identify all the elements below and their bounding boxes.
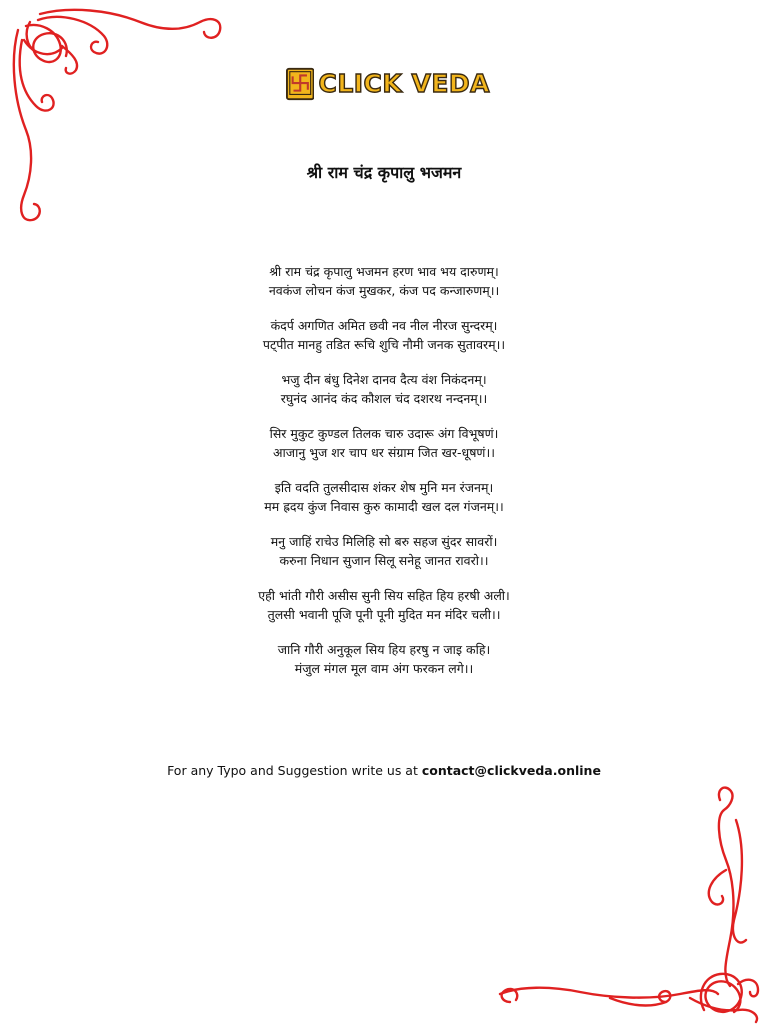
stanza [0, 640, 768, 678]
verse-line: इति वदति तुलसीदास शंकर शेष मुनि मन रंजनम्। [274, 480, 494, 495]
swastik-book-icon [286, 67, 314, 101]
verse-line: पट्पीत मानहु तडित रूचि शुचि नौमी जनक सुतावरम्।। [262, 337, 506, 352]
page-title: श्री राम चंद्र कृपालु भजमन [306, 163, 462, 182]
ornament-top-left [0, 0, 230, 240]
stanza [0, 262, 768, 300]
stanza [0, 478, 768, 516]
ornament-bottom-right [490, 780, 768, 1024]
verse-line: एही भांती गौरी असीस सुनी सिय सहित हिय हरषी अली। [258, 588, 510, 603]
verses [0, 262, 768, 694]
footer-note [0, 762, 768, 780]
verse-line: मंजुल मंगल मूल वाम अंग फरकन लगे।। [294, 661, 474, 676]
contact-email[interactable]: contact@clickveda.online [421, 763, 601, 778]
verse-line: जानि गौरी अनुकूल सिय हिय हरषु न जाइ कहि। [277, 642, 491, 657]
stanza [0, 532, 768, 570]
stanza [0, 586, 768, 624]
verse-line: करुना निधान सुजान सिलू सनेहू जानत रावरो।। [279, 553, 489, 568]
verse-line: सिर मुकुट कुण्डल तिलक चारु उदारू अंग विभूषणं। [269, 426, 499, 441]
verse-line: रघुनंद आनंद कंद कौशल चंद दशरथ नन्दनम्।। [280, 391, 488, 406]
verse-line: नवकंज लोचन कंज मुखकर, कंज पद कन्जारुणम्।। [268, 283, 500, 298]
verse-line: मम ह्रदय कुंज निवास कुरु कामादी खल दल गंजनम्।। [264, 499, 504, 514]
stanza [0, 316, 768, 354]
verse-line: आजानु भुज शर चाप धर संग्राम जित खर-धूषणं।। [273, 445, 495, 460]
stanza [0, 370, 768, 408]
verse-line: तुलसी भवानी पूजि पूनी पूनी मुदित मन मंदिर चली।। [267, 607, 501, 622]
verse-line: मनु जाहिं राचेउ मिलिहि सो बरु सहज सुंदर सावरों। [270, 534, 498, 549]
stanza [0, 424, 768, 462]
verse-line: भजु दीन बंधु दिनेश दानव दैत्य वंश निकंदनम्। [281, 372, 487, 387]
click-veda-logo [286, 66, 490, 102]
logo-text: CLICK VEDA [318, 69, 490, 98]
verse-line: श्री राम चंद्र कृपालु भजमन हरण भाव भय दारुणम्। [269, 264, 499, 279]
verse-line: कंदर्प अगणित अमित छवी नव नील नीरज सुन्दरम्। [270, 318, 498, 333]
footer-text: For any Typo and Suggestion write us at [167, 763, 422, 778]
